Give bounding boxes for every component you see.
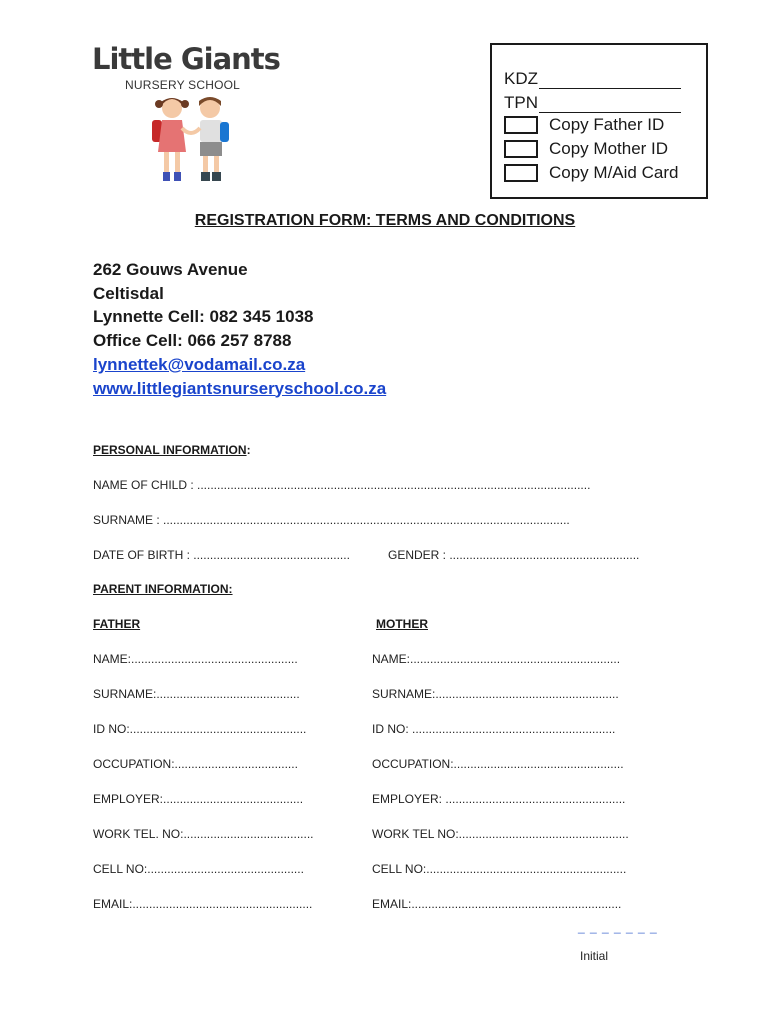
checkbox[interactable] [504, 164, 538, 182]
father-surname-field[interactable]: SURNAME:........................................... [93, 687, 300, 701]
address-line-1: 262 Gouws Avenue [93, 260, 248, 279]
parent-info-heading: PARENT INFORMATION: [93, 582, 233, 596]
logo-title: Little Giants [92, 42, 280, 76]
mother-heading: MOTHER [376, 617, 428, 631]
mother-cell-field[interactable]: CELL NO:............................................................ [372, 862, 627, 876]
kdz-label: KDZ [504, 69, 538, 88]
check-label: Copy Father ID [549, 115, 665, 134]
father-work-tel-field[interactable]: WORK TEL. NO:....................................... [93, 827, 314, 841]
father-name-field[interactable]: NAME:.................................................. [93, 652, 298, 666]
mother-id-field[interactable]: ID NO: ............................................................. [372, 722, 616, 736]
personal-heading-colon: : [246, 443, 251, 457]
school-logo [92, 42, 282, 190]
kdz-field[interactable] [504, 69, 681, 89]
tpn-label: TPN [504, 93, 538, 112]
name-of-child-field[interactable]: NAME OF CHILD : ...................................................................................................................... [93, 478, 591, 492]
children-illustration-icon [142, 94, 242, 190]
website-link[interactable]: www.littlegiantsnurseryschool.co.za [93, 378, 387, 398]
check-label: Copy M/Aid Card [549, 163, 679, 182]
mother-name-field[interactable]: NAME:............................................................... [372, 652, 621, 666]
kdz-blank [539, 73, 681, 89]
mother-occupation-field[interactable]: OCCUPATION:................................................... [372, 757, 624, 771]
tpn-field[interactable] [504, 93, 681, 113]
initial-label: Initial [580, 949, 609, 963]
surname-field[interactable]: SURNAME : .......................................................................................................................... [93, 513, 570, 527]
father-cell-field[interactable]: CELL NO:............................................... [93, 862, 304, 876]
lynnette-cell: Lynnette Cell: 082 345 1038 [93, 307, 314, 327]
gender-field[interactable]: GENDER : ......................................................... [388, 548, 640, 562]
check-label: Copy Mother ID [549, 139, 669, 158]
page-title [0, 212, 770, 230]
date-of-birth-field[interactable]: DATE OF BIRTH : ............................................... [93, 548, 350, 562]
logo-subtitle: NURSERY SCHOOL [125, 78, 241, 92]
personal-info-heading [93, 443, 251, 457]
mother-employer-field[interactable]: EMPLOYER: ...................................................... [372, 792, 626, 806]
personal-heading-text: PERSONAL INFORMATION [93, 443, 247, 457]
address-line-2: Celtisdal [93, 283, 164, 303]
mother-surname-field[interactable]: SURNAME:....................................................... [372, 687, 619, 701]
office-use-box [490, 43, 708, 199]
father-id-field[interactable]: ID NO:..................................................... [93, 722, 307, 736]
mother-work-tel-field[interactable]: WORK TEL NO:................................................... [372, 827, 629, 841]
father-heading: FATHER [93, 617, 141, 631]
initial-blank[interactable]: _ _ _ _ _ _ _ [578, 920, 658, 934]
checkbox[interactable] [504, 116, 538, 134]
mother-email-field[interactable]: EMAIL:............................................................... [372, 897, 622, 911]
father-occupation-field[interactable]: OCCUPATION:..................................... [93, 757, 298, 771]
email-link[interactable]: lynnettek@vodamail.co.za [93, 354, 306, 374]
father-email-field[interactable]: EMAIL:...................................................... [93, 897, 313, 911]
tpn-blank [539, 97, 681, 113]
office-cell: Office Cell: 066 257 8788 [93, 331, 292, 351]
checkbox[interactable] [504, 140, 538, 158]
page-title-text: REGISTRATION FORM: TERMS AND CONDITIONS [194, 212, 576, 229]
father-employer-field[interactable]: EMPLOYER:.......................................... [93, 792, 304, 806]
contact-block [93, 258, 386, 400]
